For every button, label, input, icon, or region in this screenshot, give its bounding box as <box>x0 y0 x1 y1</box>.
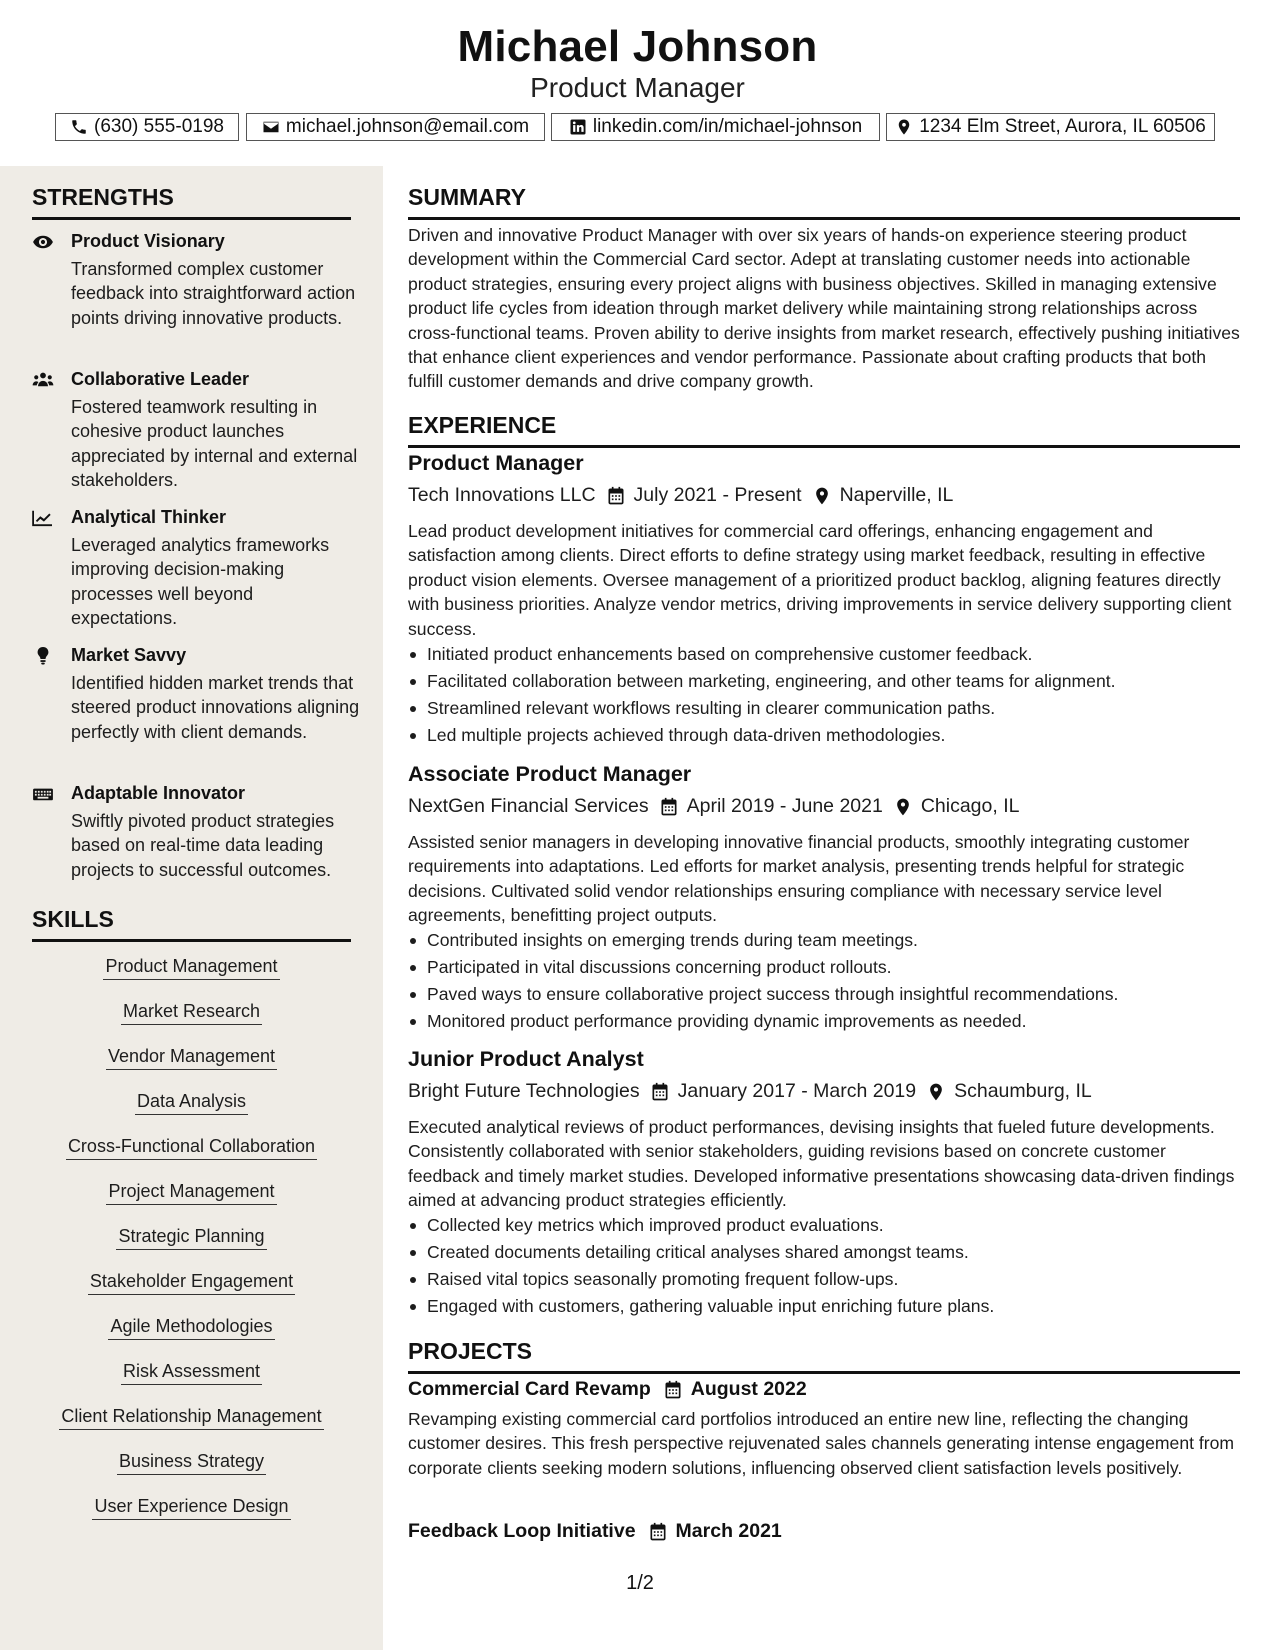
job-dates: July 2021 - Present <box>633 484 802 506</box>
job-bullets <box>408 641 1240 749</box>
job-company: Bright Future Technologies <box>408 1080 640 1102</box>
job-meta <box>408 795 1019 818</box>
keyboard-icon <box>32 785 56 805</box>
skill-item: Business Strategy <box>0 1451 383 1472</box>
list-item: Raised vital topics seasonally promoting frequent follow-ups. <box>408 1266 1240 1293</box>
job-title: Product Manager <box>408 451 584 475</box>
project-description: Revamping existing commercial card portfolios introduced an entire new line, reflecting the changing customer desires. This fresh perspective rejuvenated sales channels generating intense engagement from corporate clients seeking modern solutions, influencing observed client satisfaction levels positively. <box>408 1409 1235 1478</box>
list-item: Monitored product performance providing dynamic improvements as needed. <box>408 1008 1240 1035</box>
job-dates: April 2019 - June 2021 <box>686 795 883 817</box>
strengths-heading: STRENGTHS <box>32 184 351 220</box>
resume-header <box>0 0 1275 166</box>
job-description: Lead product development initiatives for commercial card offerings, enhancing engagement and satisfaction among clients. Direct efforts to define strategy using market feedback, resulting in effective product vision elements. Oversee management of a prioritized product backlog, aligning features directly with business priorities. Analyze vendor metrics, driving improvements in service delivery supporting client success. <box>408 521 1232 639</box>
skill-item: User Experience Design <box>0 1496 383 1517</box>
summary-text: Driven and innovative Product Manager with over six years of hands-on experience steering product development within the Commercial Card sector. Adept at translating customer needs into actionable product strategies, ensuring every project aligns with business objectives. Skilled in managing extensive product life cycles from ideation through market delivery while maintaining strong relationships across cross-functional teams. Proven ability to derive insights from market research, effectively pushing initiatives that enhance client experiences and vendor performance. Passionate about crafting products that both fulfill customer demands and drive company growth. <box>408 225 1240 392</box>
project-header <box>408 1378 807 1401</box>
skill-item: Agile Methodologies <box>0 1316 383 1337</box>
sidebar <box>0 166 383 1650</box>
contact-linkedin[interactable] <box>551 113 880 141</box>
job-title: Junior Product Analyst <box>408 1047 644 1071</box>
calendar-icon <box>606 486 626 506</box>
skills-heading: SKILLS <box>32 906 351 942</box>
job-title: Associate Product Manager <box>408 762 692 786</box>
list-item: Paved ways to ensure collaborative project success through insightful recommendations. <box>408 981 1240 1008</box>
job-description: Executed analytical reviews of product performances, devising insights that fueled future developments. Consistently collaborated with senior stakeholders, guiding revisions based on concrete customer feedback and timely market studies. Developed informative presentations showcasing data-driven findings aimed at advancing product strategies efficiently. <box>408 1117 1235 1211</box>
project-date: August 2022 <box>690 1378 807 1400</box>
strength-desc: Swiftly pivoted product strategies based on real-time data leading projects to successful outcomes. <box>71 811 335 880</box>
list-item: Led multiple projects achieved through data-driven methodologies. <box>408 722 1240 749</box>
location-pin-icon <box>893 797 913 817</box>
job-description: Assisted senior managers in developing innovative financial products, smoothly integrating customer requirements into adaptations. Led efforts for market analysis, presenting trends helpful for strategic decisions. Cultivated solid vendor relationships ensuring compliance with necessary service level agreements, benefitting project outputs. <box>408 832 1190 926</box>
strength-desc: Leveraged analytics frameworks improving decision-making processes well beyond expectations. <box>71 535 330 629</box>
contact-address <box>886 113 1215 141</box>
contact-email[interactable] <box>246 113 545 141</box>
list-item: Collected key metrics which improved product evaluations. <box>408 1212 1240 1239</box>
job-dates: January 2017 - March 2019 <box>677 1080 917 1102</box>
job-bullets <box>408 1212 1240 1320</box>
skill-item: Stakeholder Engagement <box>0 1271 383 1292</box>
list-item: Contributed insights on emerging trends during team meetings. <box>408 927 1240 954</box>
job-meta <box>408 1080 1092 1103</box>
summary-heading: SUMMARY <box>408 184 1240 220</box>
list-item: Facilitated collaboration between marketing, engineering, and other teams for alignment. <box>408 668 1240 695</box>
contact-row <box>0 113 1275 145</box>
job-meta <box>408 484 953 507</box>
job-location: Naperville, IL <box>839 484 954 506</box>
skill-item: Strategic Planning <box>0 1226 383 1247</box>
users-icon <box>32 371 56 391</box>
job-bullets <box>408 927 1240 1035</box>
experience-heading: EXPERIENCE <box>408 412 1240 448</box>
list-item: Initiated product enhancements based on comprehensive customer feedback. <box>408 641 1240 668</box>
contact-phone[interactable] <box>55 113 239 141</box>
list-item: Participated in vital discussions concerning product rollouts. <box>408 954 1240 981</box>
project-date: March 2021 <box>675 1520 782 1542</box>
calendar-icon <box>650 1082 670 1102</box>
address-text: 1234 Elm Street, Aurora, IL 60506 <box>919 116 1206 137</box>
strength-title: Adaptable Innovator <box>71 783 246 803</box>
location-pin-icon <box>895 118 913 136</box>
location-pin-icon <box>926 1082 946 1102</box>
skill-item: Project Management <box>0 1181 383 1202</box>
project-title: Feedback Loop Initiative <box>408 1520 636 1542</box>
job-company: Tech Innovations LLC <box>408 484 596 506</box>
calendar-icon <box>659 797 679 817</box>
skill-item: Data Analysis <box>0 1091 383 1112</box>
list-item: Streamlined relevant workflows resulting in clearer communication paths. <box>408 695 1240 722</box>
calendar-icon <box>648 1522 668 1542</box>
envelope-icon <box>262 118 280 136</box>
job-location: Chicago, IL <box>920 795 1020 817</box>
strength-title: Market Savvy <box>71 645 187 665</box>
linkedin-icon <box>569 118 587 136</box>
skill-item: Client Relationship Management <box>0 1406 383 1427</box>
candidate-name: Michael Johnson <box>457 22 818 71</box>
list-item: Engaged with customers, gathering valuable input enriching future plans. <box>408 1293 1240 1320</box>
calendar-icon <box>663 1380 683 1400</box>
linkedin-text: linkedin.com/in/michael-johnson <box>592 116 863 137</box>
email-text: michael.johnson@email.com <box>285 116 530 137</box>
project-header <box>408 1520 782 1543</box>
job-company: NextGen Financial Services <box>408 795 649 817</box>
chart-line-icon <box>32 509 56 529</box>
strength-desc: Transformed complex customer feedback into straightforward action points driving innovative products. <box>71 259 356 328</box>
strength-title: Product Visionary <box>71 231 225 251</box>
phone-text: (630) 555-0198 <box>94 116 224 137</box>
projects-heading: PROJECTS <box>408 1338 1240 1374</box>
candidate-role: Product Manager <box>530 72 745 103</box>
lightbulb-icon <box>32 647 56 667</box>
eye-icon <box>32 233 56 253</box>
list-item: Created documents detailing critical analyses shared amongst teams. <box>408 1239 1240 1266</box>
skill-item: Market Research <box>0 1001 383 1022</box>
page-number: 1/2 <box>626 1572 654 1594</box>
strength-desc: Fostered teamwork resulting in cohesive product launches appreciated by internal and external stakeholders. <box>71 397 358 491</box>
skill-item: Product Management <box>0 956 383 977</box>
strength-title: Analytical Thinker <box>71 507 227 527</box>
strength-desc: Identified hidden market trends that steered product innovations aligning perfectly with client demands. <box>71 673 360 742</box>
skill-item: Vendor Management <box>0 1046 383 1067</box>
skill-item: Cross-Functional Collaboration <box>0 1136 383 1157</box>
phone-icon <box>70 118 88 136</box>
location-pin-icon <box>812 486 832 506</box>
strength-title: Collaborative Leader <box>71 369 250 389</box>
project-title: Commercial Card Revamp <box>408 1378 651 1400</box>
skill-item: Risk Assessment <box>0 1361 383 1382</box>
job-location: Schaumburg, IL <box>954 1080 1092 1102</box>
